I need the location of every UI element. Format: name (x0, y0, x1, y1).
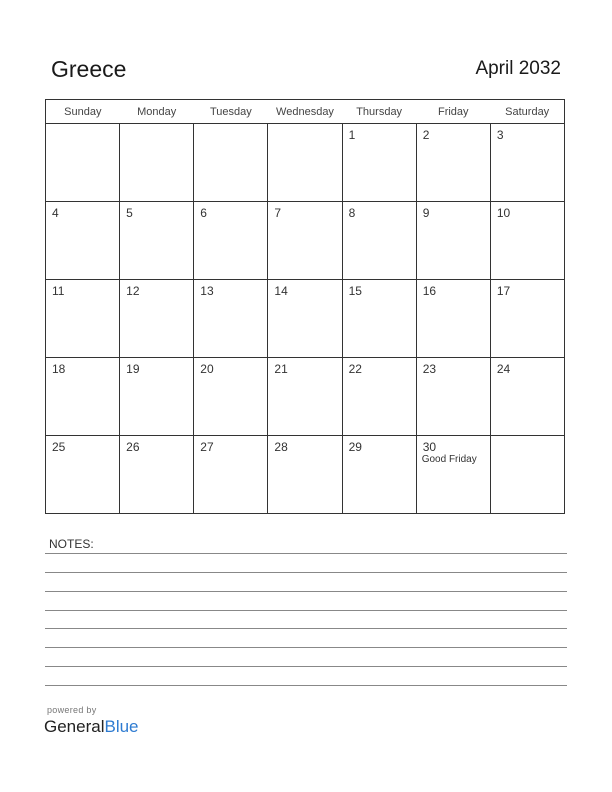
day-cell (342, 202, 416, 280)
note-line (45, 553, 567, 554)
note-line (45, 628, 567, 629)
day-number: 16 (422, 284, 437, 298)
day-number: 28 (274, 440, 288, 454)
day-cell (416, 358, 490, 436)
note-line (45, 666, 567, 667)
day-cell (120, 358, 194, 436)
week-row (46, 358, 565, 436)
day-number: 23 (422, 362, 437, 376)
brand-logo[interactable] (44, 717, 139, 737)
day-cell (490, 280, 564, 358)
day-cell (46, 436, 120, 514)
day-number: 22 (348, 362, 362, 376)
day-cell (194, 202, 268, 280)
day-number: 10 (496, 206, 511, 220)
day-number: 29 (348, 440, 362, 454)
day-cell (46, 280, 120, 358)
note-line (45, 591, 567, 592)
week-row (46, 202, 565, 280)
day-cell (490, 358, 564, 436)
powered-by-text: powered by (47, 705, 97, 715)
day-number: 2 (422, 128, 430, 142)
day-number: 27 (200, 440, 214, 454)
week-row (46, 280, 565, 358)
day-cell (46, 358, 120, 436)
day-number: 13 (200, 284, 214, 298)
week-row (46, 124, 565, 202)
notes-label: NOTES: (49, 537, 94, 551)
day-cell (268, 202, 342, 280)
day-cell (342, 280, 416, 358)
empty-day-cell (490, 436, 564, 514)
empty-day-cell (46, 124, 120, 202)
day-number: 4 (52, 206, 59, 220)
weekday-saturday: Saturday (490, 100, 564, 124)
day-cell (120, 280, 194, 358)
day-cell (416, 202, 490, 280)
country-title: Greece (51, 56, 127, 82)
day-number: 7 (274, 206, 282, 220)
brand-blue: Blue (104, 717, 139, 736)
note-line (45, 572, 567, 573)
day-number: 18 (52, 362, 66, 376)
empty-day-cell (268, 124, 342, 202)
week-row (46, 436, 565, 514)
day-number: 8 (348, 206, 356, 220)
day-number: 14 (274, 284, 288, 298)
day-cell (268, 436, 342, 514)
day-cell (342, 436, 416, 514)
day-number: 17 (496, 284, 511, 298)
weekday-wednesday: Wednesday (268, 100, 342, 124)
day-cell (194, 358, 268, 436)
day-cell (120, 436, 194, 514)
day-cell (268, 280, 342, 358)
day-cell (268, 358, 342, 436)
day-number: 6 (200, 206, 207, 220)
day-number: 3 (496, 128, 504, 142)
day-number: 12 (126, 284, 140, 298)
day-number: 19 (126, 362, 140, 376)
month-year-title: April 2032 (475, 58, 561, 79)
day-cell (194, 280, 268, 358)
calendar-grid (45, 99, 565, 514)
weekday-monday: Monday (120, 100, 194, 124)
day-number: 30 (422, 440, 437, 454)
note-line (45, 610, 567, 611)
day-cell (342, 358, 416, 436)
note-line (45, 685, 567, 686)
weekday-tuesday: Tuesday (194, 100, 268, 124)
empty-day-cell (120, 124, 194, 202)
day-cell (416, 436, 490, 514)
day-number: 26 (126, 440, 140, 454)
day-cell (416, 280, 490, 358)
holiday-label: Good Friday (421, 454, 477, 465)
day-number: 1 (348, 128, 356, 142)
weekday-thursday: Thursday (342, 100, 416, 124)
brand-general: General (44, 717, 105, 736)
weekday-header-row (46, 100, 565, 124)
day-cell (416, 124, 490, 202)
day-number: 25 (52, 440, 66, 454)
weekday-sunday: Sunday (46, 100, 120, 124)
day-cell (46, 202, 120, 280)
day-number: 15 (348, 284, 362, 298)
day-cell (490, 202, 564, 280)
day-number: 11 (52, 284, 65, 298)
empty-day-cell (194, 124, 268, 202)
day-cell (120, 202, 194, 280)
day-cell (194, 436, 268, 514)
day-number: 21 (274, 362, 288, 376)
weekday-friday: Friday (416, 100, 490, 124)
day-cell (490, 124, 564, 202)
note-line (45, 647, 567, 648)
day-cell (342, 124, 416, 202)
day-number: 9 (422, 206, 430, 220)
day-number: 24 (496, 362, 511, 376)
day-number: 20 (200, 362, 214, 376)
day-number: 5 (126, 206, 133, 220)
